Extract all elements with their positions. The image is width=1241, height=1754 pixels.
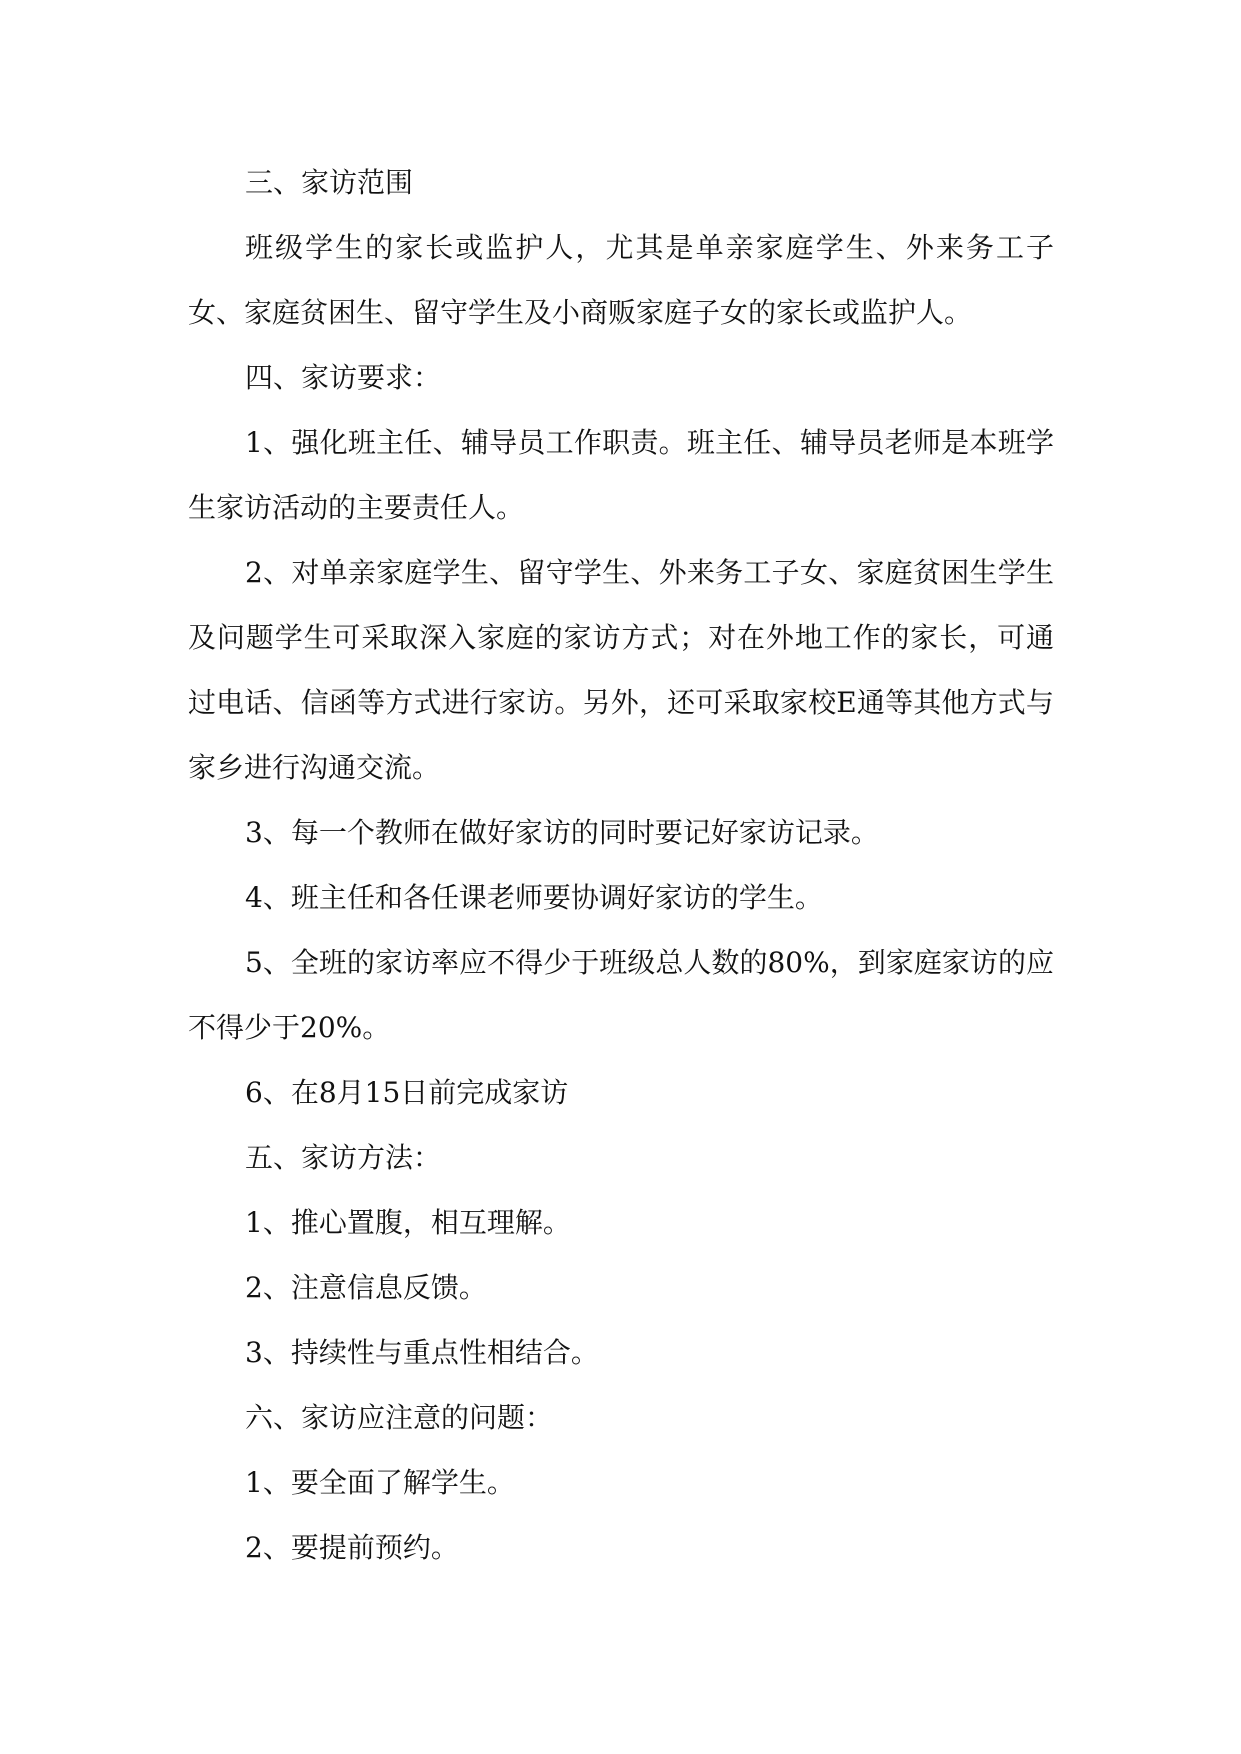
method-item-1: 1、推心置腹，相互理解。 <box>245 1206 571 1239</box>
requirement-item-3: 3、每一个教师在做好家访的同时要记好家访记录。 <box>245 816 879 849</box>
requirement-item-5: 5、全班的家访率应不得少于班级总人数的80%，到家庭家访的应不得少于20%。 <box>188 946 1054 1044</box>
requirement-item-4: 4、班主任和各任课老师要协调好家访的学生。 <box>245 881 823 914</box>
method-item-3: 3、持续性与重点性相结合。 <box>245 1336 599 1369</box>
section-heading-methods: 五、家访方法： <box>245 1141 442 1174</box>
document-body <box>188 150 1054 1580</box>
section-heading-scope: 三、家访范围 <box>245 166 414 199</box>
note-item-2: 2、要提前预约。 <box>245 1531 459 1564</box>
section-heading-notes: 六、家访应注意的问题： <box>245 1401 554 1434</box>
requirement-item-1: 1、强化班主任、辅导员工作职责。班主任、辅导员老师是本班学生家访活动的主要责任人。 <box>188 426 1054 524</box>
requirement-item-6: 6、在8月15日前完成家访 <box>245 1076 569 1109</box>
note-item-1: 1、要全面了解学生。 <box>245 1466 515 1499</box>
paragraph-scope: 班级学生的家长或监护人，尤其是单亲家庭学生、外来务工子女、家庭贫困生、留守学生及小商贩家庭子女的家长或监护人。 <box>188 231 1054 329</box>
method-item-2: 2、注意信息反馈。 <box>245 1271 487 1304</box>
section-heading-requirements: 四、家访要求： <box>245 361 442 394</box>
requirement-item-2: 2、对单亲家庭学生、留守学生、外来务工子女、家庭贫困生学生及问题学生可采取深入家庭的家访方式；对在外地工作的家长，可通过电话、信函等方式进行家访。另外，还可采取家校E通等其他方式与家乡进行沟通交流。 <box>188 556 1054 784</box>
